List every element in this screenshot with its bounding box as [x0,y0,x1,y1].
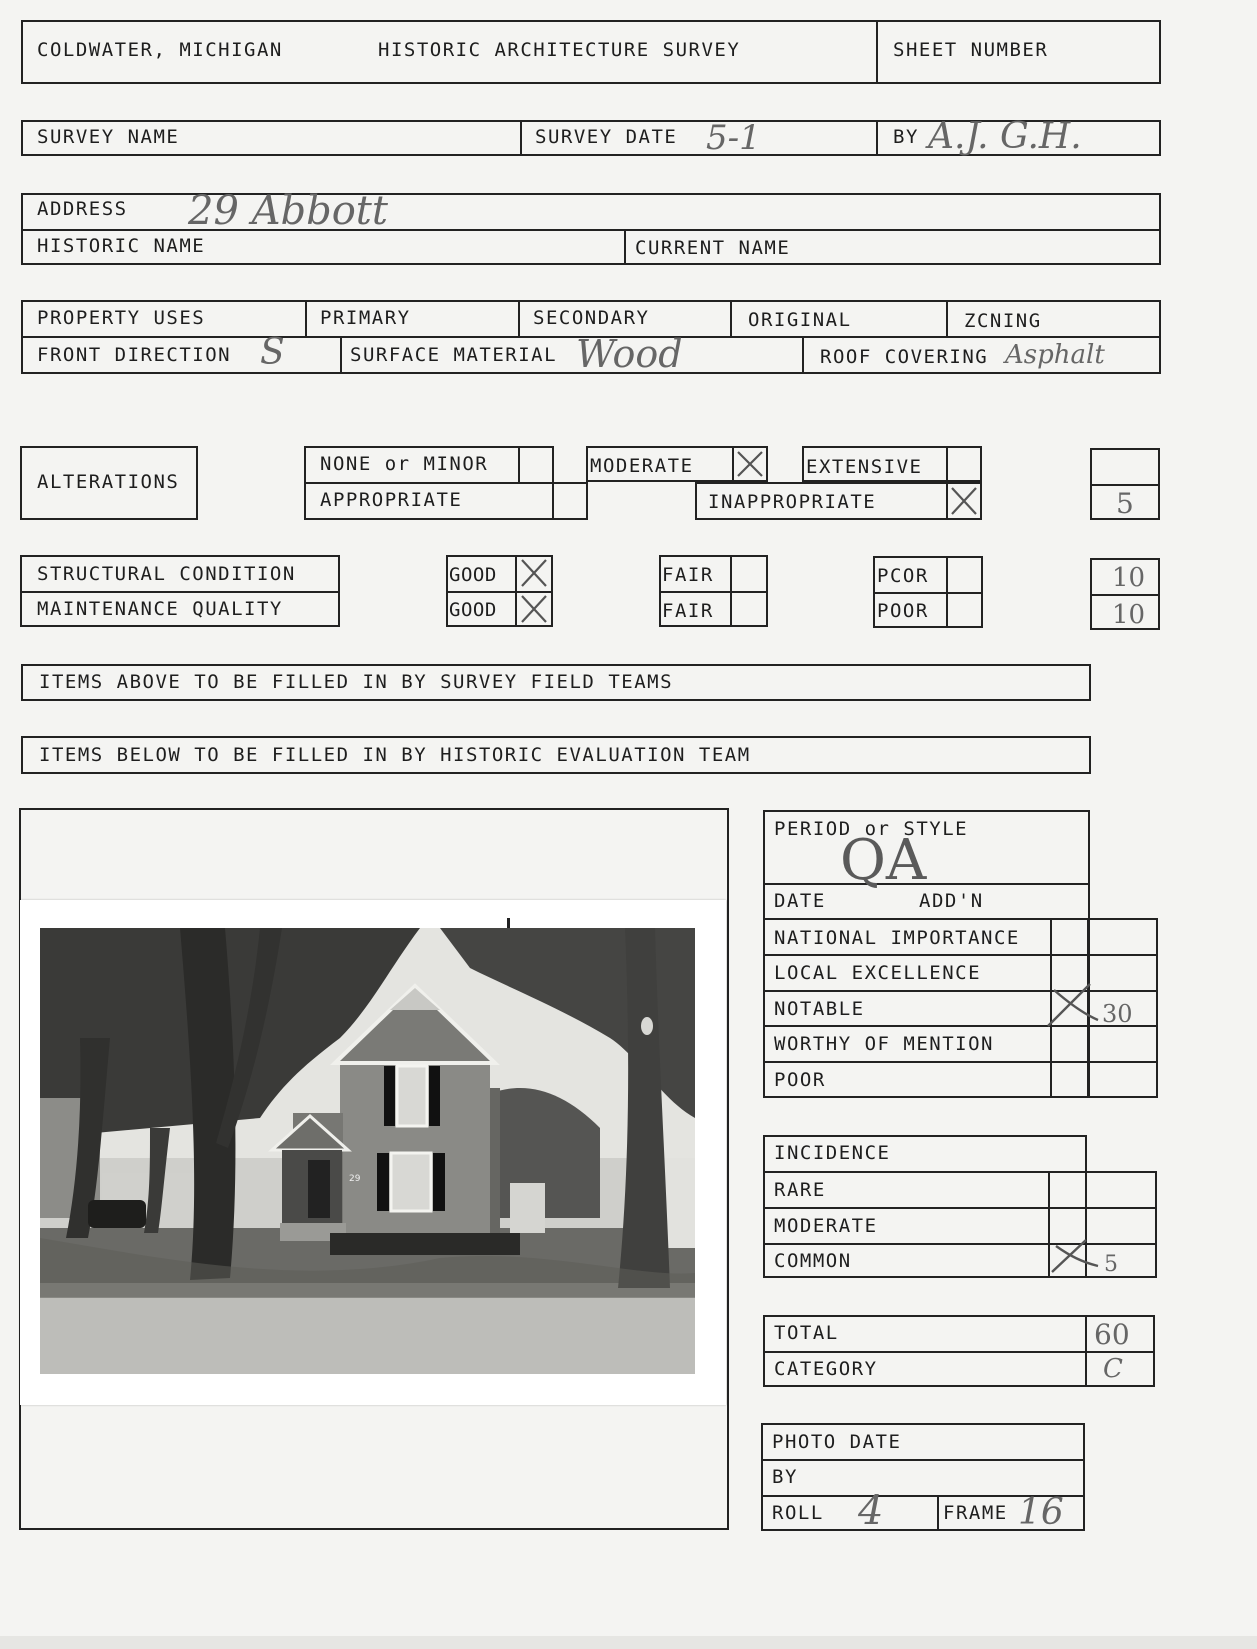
appropriate-label: APPROPRIATE [320,489,463,511]
good-maintenance-label: GOOD [449,599,497,621]
alterations-label: ALTERATIONS [37,471,180,493]
address-label: ADDRESS [37,198,128,220]
survey-title: HISTORIC ARCHITECTURE SURVEY [378,39,741,61]
total-label: TOTAL [774,1322,839,1344]
appropriate-checkbox[interactable] [552,482,588,520]
zoning-label: ZCNING [964,310,1042,332]
common-label: COMMON [774,1250,852,1272]
moderate-incidence-label: MODERATE [774,1215,878,1237]
address-value: 29 Abbott [188,188,388,234]
fair-maintenance-label: FAIR [662,600,714,622]
sheet-number-label: SHEET NUMBER [893,39,1049,61]
house-photo [40,928,695,1374]
historic-name-label: HISTORIC NAME [37,235,206,257]
city-label: COLDWATER, MICHIGAN [37,39,283,61]
photo-date-label: PHOTO DATE [772,1431,902,1453]
national-importance-label: NATIONAL IMPORTANCE [774,927,1020,949]
poor-structural-label: PCOR [877,565,929,587]
inappropriate-label: INAPPROPRIATE [708,491,877,513]
common-x-mark [1046,1236,1102,1276]
good-structural-x-mark [517,557,551,589]
moderate-label: MODERATE [590,455,694,477]
none-minor-label: NONE or MINOR [320,453,489,475]
category-value: C [1103,1354,1123,1384]
primary-label: PRIMARY [320,307,411,329]
common-score: 5 [1104,1252,1118,1277]
roof-covering-label: ROOF COVERING [820,346,989,368]
alterations-score: 5 [1116,487,1134,520]
survey-name-label: SURVEY NAME [37,126,180,148]
notable-label: NOTABLE [774,998,865,1020]
structural-condition-label: STRUCTURAL CONDITION [37,563,296,585]
worthy-of-mention-label: WORTHY OF MENTION [774,1033,994,1055]
date-label: DATE [774,890,826,912]
maintenance-quality-label: MAINTENANCE QUALITY [37,598,283,620]
frame-label: FRAME [943,1502,1008,1524]
poor-label: POOR [774,1069,826,1091]
by-value: A.J. G.H. [928,116,1082,157]
period-style-label: PERIOD or STYLE [774,818,969,840]
rare-label: RARE [774,1179,826,1201]
roll-value: 4 [858,1488,884,1534]
total-value: 60 [1094,1318,1130,1351]
house-number: 29 [349,1174,361,1184]
maintenance-score: 10 [1112,600,1146,630]
surface-material-label: SURFACE MATERIAL [350,344,558,366]
survey-date-value: 5-1 [706,118,761,158]
inappropriate-x-mark [948,484,980,518]
good-maintenance-x-mark [517,593,551,625]
front-direction-value: S [260,332,285,373]
original-label: ORIGINAL [748,309,852,331]
roll-label: ROLL [772,1502,824,1524]
local-excellence-label: LOCAL EXCELLENCE [774,962,982,984]
period-style-value: QA [840,828,927,893]
property-uses-label: PROPERTY USES [37,307,206,329]
photo-by-label: BY [772,1466,798,1488]
bottom-edge [0,1636,1257,1649]
notable-score: 30 [1102,1000,1133,1028]
survey-date-label: SURVEY DATE [535,126,678,148]
incidence-label: INCIDENCE [774,1142,891,1164]
addn-label: ADD'N [919,890,984,912]
front-direction-label: FRONT DIRECTION [37,344,232,366]
moderate-x-mark [734,448,766,480]
secondary-label: SECONDARY [533,307,650,329]
roof-covering-value: Asphalt [1005,340,1105,370]
frame-value: 16 [1018,1492,1064,1533]
good-structural-label: GOOD [449,564,497,586]
poor-maintenance-label: POOR [877,600,929,622]
current-name-label: CURRENT NAME [635,237,791,259]
by-label: BY [893,126,919,148]
note-below: ITEMS BELOW TO BE FILLED IN BY HISTORIC EVALUATION TEAM [39,744,751,766]
structural-score: 10 [1112,563,1146,593]
surface-material-value: Wood [576,332,683,376]
fair-structural-label: FAIR [662,564,714,586]
photo-mark [507,918,510,928]
extensive-label: EXTENSIVE [806,456,923,478]
note-above: ITEMS ABOVE TO BE FILLED IN BY SURVEY FIELD TEAMS [39,671,674,693]
category-label: CATEGORY [774,1358,878,1380]
notable-x-mark [1040,980,1102,1030]
